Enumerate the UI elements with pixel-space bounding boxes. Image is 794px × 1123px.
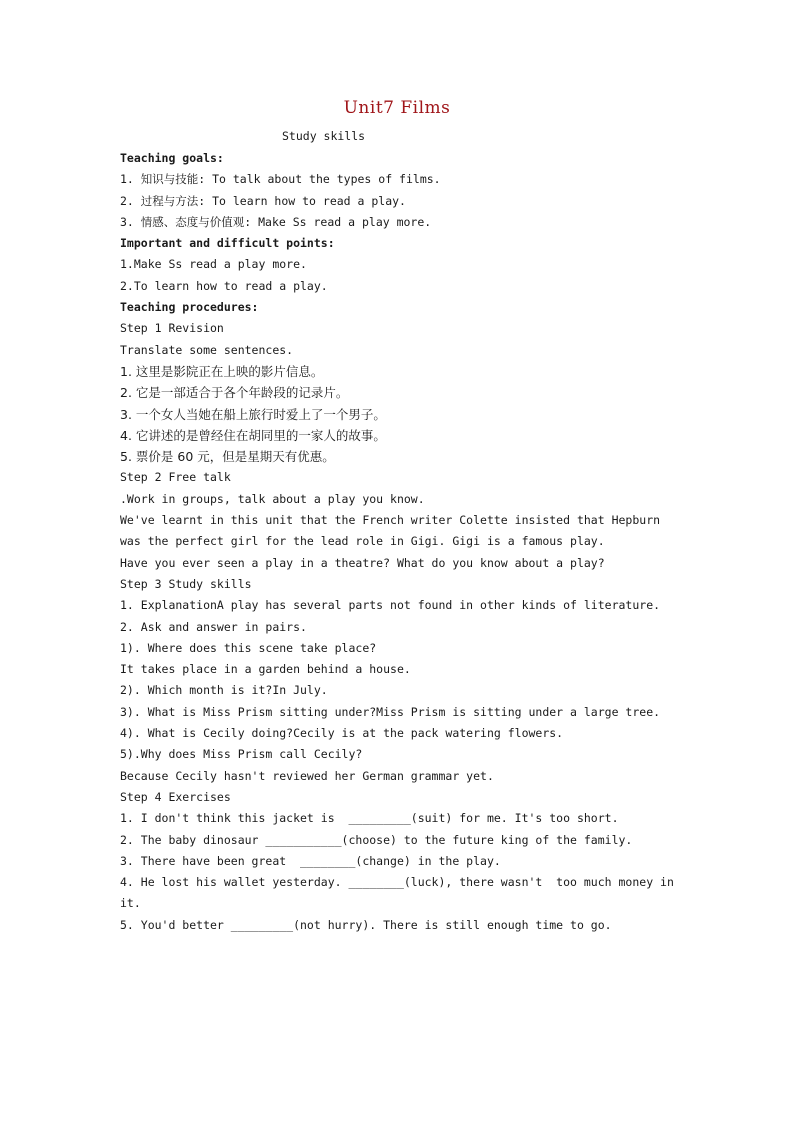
lesson-content — [120, 148, 680, 936]
section-heading: Teaching procedures: — [120, 300, 259, 315]
text-line: 4. He lost his wallet yesterday. ________(luck), there wasn't too much money in — [120, 875, 674, 890]
text-line: 3. 情感、态度与价值观: Make Ss read a play more. — [120, 214, 432, 229]
text-line: 5. You'd better _________(not hurry). There is still enough time to go. — [120, 917, 612, 932]
section-heading: Teaching goals: — [120, 151, 224, 165]
text-line: Step 2 Free talk — [120, 470, 231, 485]
page-title: Unit7 Films — [343, 98, 451, 118]
text-line: Have you ever seen a play in a theatre? What do you know about a play? — [120, 555, 605, 570]
text-line: 4. 它讲述的是曾经住在胡同里的一家人的故事。 — [120, 427, 386, 443]
text-line: 3. 一个女人当她在船上旅行时爱上了一个男子。 — [120, 406, 386, 422]
text-line: 5. 票价是 60 元，但是星期天有优惠。 — [120, 449, 335, 465]
text-line: 2. Ask and answer in pairs. — [120, 619, 307, 634]
text-line: 2. 它是一部适合于各个年龄段的记录片。 — [120, 385, 349, 401]
text-line: We've learnt in this unit that the French writer Colette insisted that Hepburn — [120, 513, 661, 528]
text-line: Translate some sentences. — [120, 342, 294, 357]
text-line: 1.Make Ss read a play more. — [120, 257, 307, 272]
text-line: Step 1 Revision — [120, 321, 224, 336]
text-line: Because Cecily hasn't reviewed her German grammar yet. — [120, 768, 494, 783]
text-line: 1). Where does this scene take place? — [120, 640, 377, 655]
text-line: 1. 这里是影院正在上映的影片信息。 — [120, 363, 324, 379]
section-heading: Important and difficult points: — [120, 236, 335, 251]
text-line: .Work in groups, talk about a play you know. — [120, 491, 425, 506]
text-line: was the perfect girl for the lead role in Gigi. Gigi is a famous play. — [120, 534, 605, 549]
text-line: 1. ExplanationA play has several parts not found in other kinds of literature. — [120, 598, 661, 613]
text-line: 2.To learn how to read a play. — [120, 278, 328, 293]
text-line: 3. There have been great ________(change) in the play. — [120, 853, 501, 868]
text-line: 1. 知识与技能: To talk about the types of films. — [120, 172, 441, 187]
text-line: 4). What is Cecily doing?Cecily is at the pack watering flowers. — [120, 726, 564, 741]
text-line: it. — [120, 896, 141, 911]
text-line: 2. 过程与方法: To learn how to read a play. — [120, 193, 406, 208]
text-line: 2). Which month is it?In July. — [120, 683, 328, 698]
text-line: It takes place in a garden behind a house. — [120, 662, 411, 677]
text-line: Step 3 Study skills — [120, 576, 252, 591]
text-line: 5).Why does Miss Prism call Cecily? — [120, 747, 363, 762]
text-line: Step 4 Exercises — [120, 789, 231, 804]
page-subtitle: Study skills — [282, 129, 366, 143]
text-line: 1. I don't think this jacket is _________(suit) for me. It's too short. — [120, 811, 619, 826]
text-line: 2. The baby dinosaur ___________(choose) to the future king of the family. — [120, 832, 633, 847]
text-line: 3). What is Miss Prism sitting under?Miss Prism is sitting under a large tree. — [120, 704, 661, 719]
